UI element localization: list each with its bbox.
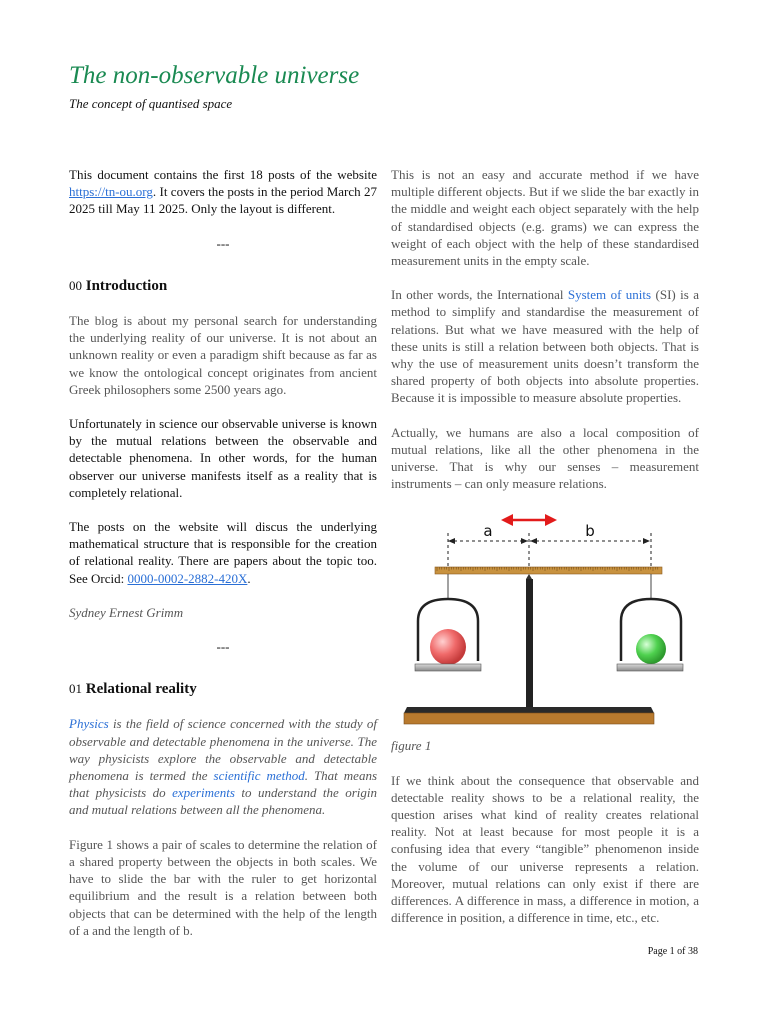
paragraph: If we think about the consequence that observable and detectable reality shows to be a relational reality, the question arises what kind of reality creates relational reality. Not at least because for most people it is a confusing idea that every “tangible” phenomenon inside the volume of our universe represents a relation. Moreover, mutual relations can only exist if there are differences. A difference in mass, a difference in motion, a difference in position, a difference in time, etc., etc. bbox=[391, 772, 699, 926]
right-column bbox=[391, 166, 699, 943]
label-a: a bbox=[483, 522, 493, 541]
orcid-link[interactable]: 0000-0002-2882-420X bbox=[127, 570, 248, 586]
document-title: The non-observable universe bbox=[69, 62, 360, 89]
left-scale bbox=[415, 574, 481, 671]
quote-paragraph: Physics is the field of science concerned with the study of observable and detectable phenomena in the universe. The way physicists explore the observable and detectable phenomena is termed the scientific method. That means that physicists do experiments to understand the origin and mutual relations between all the phenomena. bbox=[69, 716, 377, 818]
scientific-method-link[interactable]: scientific method bbox=[213, 768, 305, 784]
green-ball bbox=[636, 634, 666, 664]
base-board bbox=[404, 713, 654, 724]
paragraph: Unfortunately in science our observable universe is known by the mutual relations between the observable and detectable phenomena. In other words, for the human observer our universe manifests itself as a reality that is completely relational. bbox=[69, 416, 377, 500]
base-top bbox=[404, 707, 654, 713]
center-pillar bbox=[526, 579, 533, 707]
arrowhead bbox=[530, 538, 537, 544]
paragraph: Figure 1 shows a pair of scales to determine the relation of a shared property between the objects in both scales. We have to slide the bar with the ruler to get horizontal equilibrium and the result is a relation between both objects that can be determined with the help of the length of a and the length of b. bbox=[69, 836, 377, 938]
website-link[interactable]: https://tn-ou.org bbox=[69, 184, 153, 200]
separator: --- bbox=[216, 235, 230, 251]
figure-scales bbox=[391, 509, 699, 729]
red-double-arrow bbox=[501, 514, 557, 526]
arrowhead bbox=[643, 538, 650, 544]
section-heading-introduction: 00 Introduction bbox=[69, 277, 168, 294]
section-heading-relational-reality: 01 Relational reality bbox=[69, 681, 197, 698]
si-units-link[interactable]: System of units bbox=[567, 287, 652, 303]
ruler-bar bbox=[435, 567, 662, 574]
paragraph: Actually, we humans are also a local composition of mutual relations, like all the other phenomena in the universe. That is why our senses – measurement instruments – can only measure relations. bbox=[391, 424, 699, 492]
paragraph: The posts on the website will discus the underlying mathematical structure that is responsible for the creation of relational reality. There are papers about the topic too. See Orcid: 0000-0002-2882-420X. bbox=[69, 519, 377, 586]
arrowhead bbox=[448, 538, 455, 544]
experiments-link[interactable]: experiments bbox=[172, 785, 235, 801]
paragraph: The blog is about my personal search for understanding the underlying reality of our universe. It is not about an unknown reality or even a paradigm shift because as far as we know the ontological concept originates from ancient Greek philosophers some 2500 years ago. bbox=[69, 313, 377, 397]
author-signature: Sydney Ernest Grimm bbox=[69, 604, 184, 620]
page-number: Page 1 of 38 bbox=[647, 946, 698, 957]
dimension-lines bbox=[448, 533, 651, 567]
intro-paragraph: This document contains the first 18 posts of the website https://tn-ou.org. It covers the posts in the period March 27 2025 till May 11 2025. Only the layout is different. bbox=[69, 167, 377, 217]
arrowhead bbox=[521, 538, 528, 544]
paragraph: This is not an easy and accurate method if we have multiple different objects. But if we slide the bar exactly in the middle and weight each object separately with the help of standardised objects (e.g. grams) we can express the weight of each object with the help of these standardised measurement units in the empty scale. bbox=[391, 167, 699, 269]
scales-illustration bbox=[391, 509, 699, 729]
physics-link[interactable]: Physics bbox=[69, 716, 109, 732]
label-b: b bbox=[585, 522, 595, 541]
red-ball bbox=[430, 629, 466, 665]
document-subtitle: The concept of quantised space bbox=[69, 96, 233, 111]
separator: --- bbox=[216, 639, 230, 655]
figure-caption: figure 1 bbox=[391, 738, 432, 754]
right-scale bbox=[617, 574, 683, 671]
left-column bbox=[69, 166, 377, 956]
pivot bbox=[526, 574, 532, 579]
paragraph: In other words, the International System of units (SI) is a method to simplify and standardise the measurement of relations. But what we have measured with the help of these units is still a relation between both objects. That is why the use of measurement units doesn’t transform the shared property of both objects into absolute properties. Because it is impossible to measure absolute properties. bbox=[391, 287, 699, 406]
